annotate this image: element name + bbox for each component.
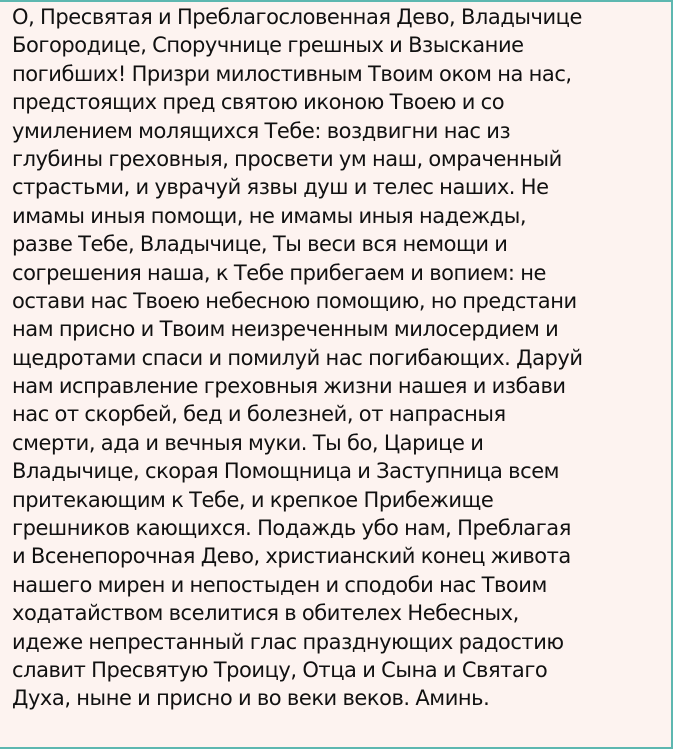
top-border <box>0 0 673 2</box>
prayer-line: нам исправление греховныя жизни нашея и избави <box>12 374 566 399</box>
prayer-line: Духа, ныне и присно и во веки веков. Аминь. <box>12 686 490 711</box>
prayer-line: согрешения наша, к Тебе прибегаем и вопием: не <box>12 260 546 285</box>
prayer-text <box>12 3 662 713</box>
prayer-line: нашего мирен и непостыден и сподоби нас Твоим <box>12 572 547 597</box>
prayer-line: и Всенепорочная Дево, христианский конец живота <box>12 544 571 569</box>
prayer-line: идеже непрестанный глас празднующих радостию <box>12 629 564 654</box>
prayer-line: нас от скорбей, бед и болезней, от напрасныя <box>12 402 506 427</box>
prayer-line: щедротами спаси и помилуй нас погибающих. Даруй <box>12 345 583 370</box>
prayer-line: грешников кающихся. Подаждь убо нам, Преблагая <box>12 516 571 541</box>
prayer-line: Богородице, Споручнице грешных и Взыскание <box>12 33 524 58</box>
prayer-line: умилением молящихся Тебе: воздвигни нас из <box>12 118 511 143</box>
prayer-line: остави нас Твоею небесною помощию, но предстани <box>12 288 577 313</box>
prayer-line: смерти, ада и вечныя муки. Ты бо, Царице и <box>12 430 484 455</box>
prayer-line: разве Тебе, Владычице, Ты веси вся немощи и <box>12 232 508 257</box>
prayer-line: ходатайством вселитися в обителех Небесных, <box>12 601 519 626</box>
prayer-line: страстьми, и уврачуй язвы душ и телес наших. Не <box>12 175 549 200</box>
prayer-line: имамы иныя помощи, не имамы иныя надежды, <box>12 203 527 228</box>
prayer-line: О, Пресвятая и Преблагословенная Дево, Владычице <box>12 5 582 29</box>
prayer-line: нам присно и Твоим неизреченным милосердием и <box>12 317 559 342</box>
prayer-line: погибших! Призри милостивным Твоим оком на нас, <box>12 61 572 86</box>
prayer-line: предстоящих пред святою иконою Твоею и со <box>12 90 505 115</box>
prayer-line: славит Пресвятую Троицу, Отца и Сына и Святаго <box>12 657 548 682</box>
prayer-line: глубины греховныя, просвети ум наш, омраченный <box>12 146 562 171</box>
prayer-line: Владычице, скорая Помощница и Заступница всем <box>12 459 560 484</box>
prayer-line: притекающим к Тебе, и крепкое Прибежище <box>12 487 494 512</box>
